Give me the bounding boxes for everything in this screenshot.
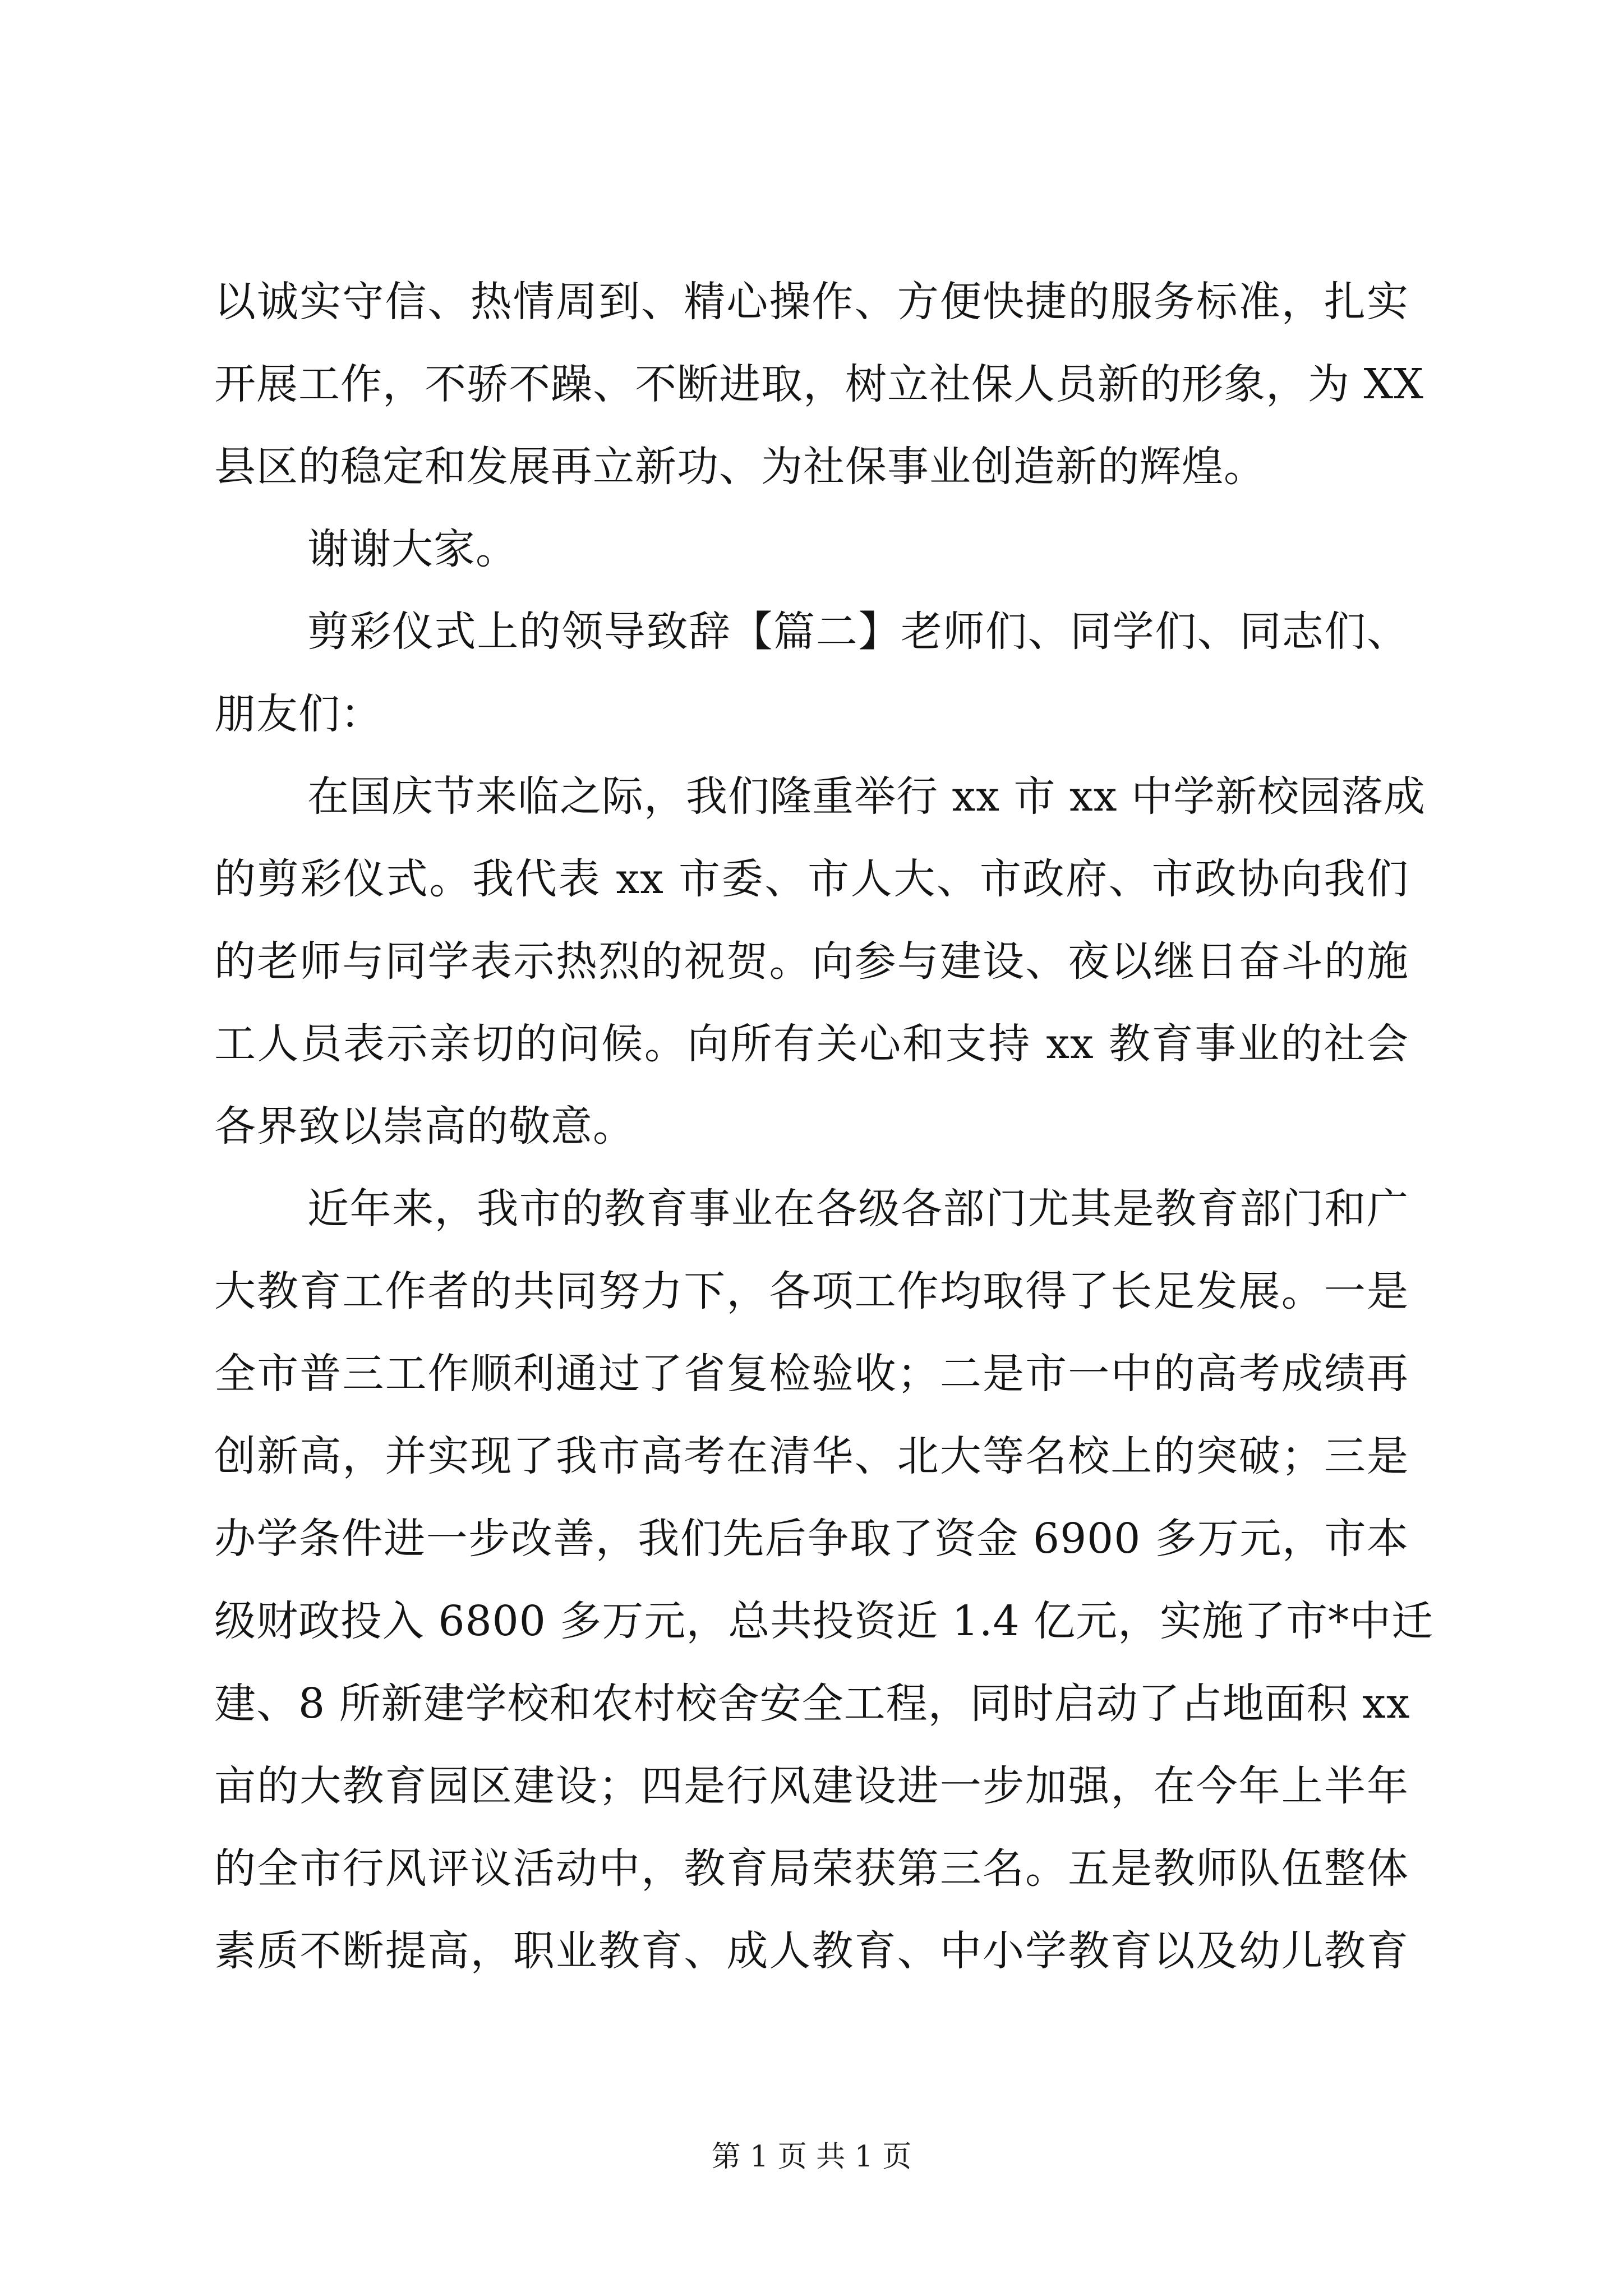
text-line: 各界致以崇高的敬意。 — [214, 1102, 635, 1151]
text-line: 大教育工作者的共同努力下，各项工作均取得了长足发展。一是 — [214, 1267, 1409, 1315]
text-line: 谢谢大家。 — [307, 525, 518, 573]
text-line: 在国庆节来临之际，我们隆重举行 xx 市 xx 中学新校园落成 — [307, 772, 1426, 821]
text-line: 的剪彩仪式。我代表 xx 市委、市人大、市政府、市政协向我们 — [214, 855, 1409, 903]
text-line: 县区的稳定和发展再立新功、为社保事业创造新的辉煌。 — [214, 443, 1266, 491]
text-line: 创新高，并实现了我市高考在清华、北大等名校上的突破；三是 — [214, 1432, 1409, 1480]
document-body — [214, 261, 1434, 1993]
text-line: 开展工作，不骄不躁、不断进取，树立社保人员新的形象，为 XX — [214, 360, 1424, 408]
text-line: 朋友们： — [214, 690, 382, 738]
text-line: 剪彩仪式上的领导致辞【篇二】老师们、同学们、同志们、 — [307, 608, 1409, 656]
page-number-label: 第 1 页 共 1 页 — [711, 2140, 912, 2174]
page-footer — [0, 2137, 1623, 2177]
text-line: 的全市行风评议活动中，教育局荣获第三名。五是教师队伍整体 — [214, 1844, 1409, 1893]
text-line: 全市普三工作顺利通过了省复检验收；二是市一中的高考成绩再 — [214, 1350, 1409, 1398]
text-line: 级财政投入 6800 多万元，总共投资近 1.4 亿元，实施了市*中迁 — [214, 1597, 1434, 1645]
text-line: 工人员表示亲切的问候。向所有关心和支持 xx 教育事业的社会 — [214, 1020, 1409, 1068]
text-line: 亩的大教育园区建设；四是行风建设进一步加强，在今年上半年 — [214, 1762, 1409, 1810]
text-line: 素质不断提高，职业教育、成人教育、中小学教育以及幼儿教育 — [214, 1927, 1409, 1975]
text-line: 以诚实守信、热情周到、精心操作、方便快捷的服务标准，扎实 — [214, 278, 1409, 326]
text-line: 建、8 所新建学校和农村校舍安全工程，同时启动了占地面积 xx — [214, 1680, 1410, 1728]
text-line: 办学条件进一步改善，我们先后争取了资金 6900 多万元，市本 — [214, 1515, 1409, 1563]
text-line: 近年来，我市的教育事业在各级各部门尤其是教育部门和广 — [307, 1185, 1409, 1233]
text-line: 的老师与同学表示热烈的祝贺。向参与建设、夜以继日奋斗的施 — [214, 937, 1409, 986]
